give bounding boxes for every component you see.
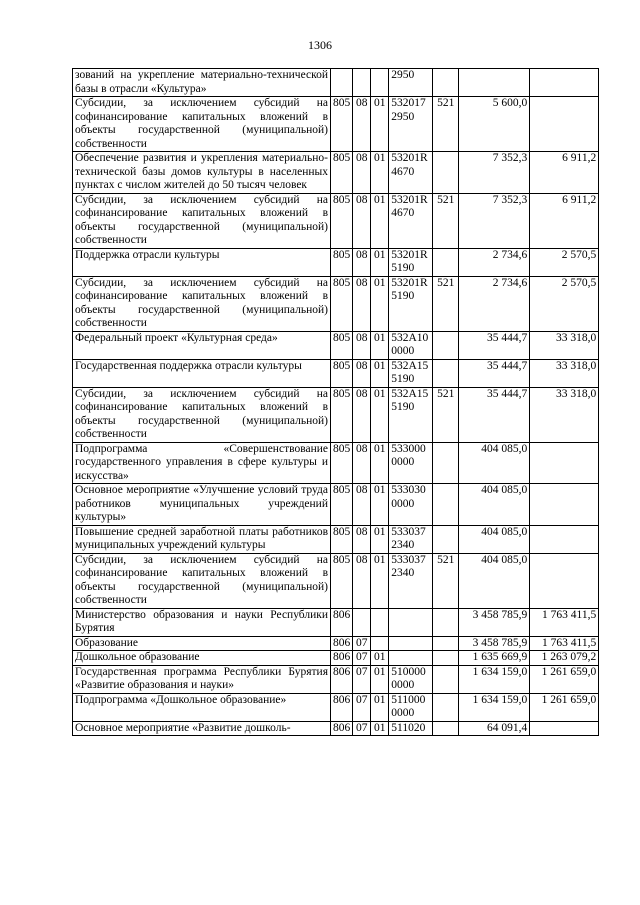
- table-row: [73, 69, 599, 97]
- amount-year-2-cell: 1 261 659,0: [530, 693, 599, 721]
- amount-year-2-cell: 6 911,2: [530, 193, 599, 248]
- target-article-line: 511000: [391, 693, 426, 706]
- subsection-code-cell: [371, 608, 389, 636]
- subsection-code-cell: 01: [371, 721, 389, 736]
- amount-year-2-cell: [530, 442, 599, 484]
- item-name-cell: Основное мероприятие «Улучшение условий труда работников муниципальных учреждений культуры»: [73, 484, 331, 526]
- amount-year-1-cell: 7 352,3: [459, 152, 530, 194]
- expense-type-cell: [433, 69, 459, 97]
- amount-year-2-cell: [530, 553, 599, 608]
- target-article-cell: [389, 387, 433, 442]
- target-article-cell: [389, 525, 433, 553]
- subsection-code-cell: 01: [371, 97, 389, 152]
- amount-year-1-cell: 2 734,6: [459, 276, 530, 331]
- section-code-cell: 08: [353, 442, 371, 484]
- ministry-code-cell: 805: [331, 387, 353, 442]
- item-name-cell: Дошкольное образование: [73, 651, 331, 666]
- ministry-code-cell: 805: [331, 442, 353, 484]
- amount-year-2-cell: 1 763 411,5: [530, 636, 599, 651]
- table-row: [73, 693, 599, 721]
- table-row: [73, 359, 599, 387]
- ministry-code-cell: 805: [331, 97, 353, 152]
- section-code-cell: 08: [353, 553, 371, 608]
- ministry-code-cell: 805: [331, 276, 353, 331]
- expense-type-cell: [433, 721, 459, 736]
- ministry-code-cell: 805: [331, 248, 353, 276]
- ministry-code-cell: 806: [331, 665, 353, 693]
- table-row: [73, 248, 599, 276]
- target-article-cell: [389, 721, 433, 736]
- expense-type-cell: [433, 152, 459, 194]
- target-article-line: 2340: [391, 567, 415, 579]
- target-article-line: 5190: [391, 262, 415, 274]
- table-row: [73, 442, 599, 484]
- target-article-line: 4670: [391, 165, 415, 178]
- subsection-code-cell: 01: [371, 331, 389, 359]
- target-article-cell: [389, 276, 433, 331]
- item-name-cell: Субсидии, за исключением субсидий на софинансирование капитальных вложений в объекты государственной (муниципальной) собственности: [73, 553, 331, 608]
- item-name-cell: Субсидии, за исключением субсидий на софинансирование капитальных вложений в объекты государственной (муниципальной) собственности: [73, 193, 331, 248]
- subsection-code-cell: 01: [371, 553, 389, 608]
- target-article-line: 2340: [391, 539, 415, 551]
- amount-year-1-cell: 3 458 785,9: [459, 608, 530, 636]
- subsection-code-cell: 01: [371, 248, 389, 276]
- amount-year-2-cell: 1 263 079,2: [530, 651, 599, 666]
- expense-type-cell: [433, 651, 459, 666]
- target-article-line: 532A10: [391, 331, 429, 344]
- item-name-cell: зований на укрепление материально-технической базы в отрасли «Культура»: [73, 69, 331, 97]
- subsection-code-cell: 01: [371, 693, 389, 721]
- table-row: [73, 97, 599, 152]
- subsection-code-cell: 01: [371, 484, 389, 526]
- target-article-line: 4670: [391, 207, 415, 219]
- amount-year-1-cell: 35 444,7: [459, 387, 530, 442]
- subsection-code-cell: 01: [371, 525, 389, 553]
- table-row: [73, 525, 599, 553]
- section-code-cell: 07: [353, 651, 371, 666]
- section-code-cell: 08: [353, 525, 371, 553]
- expense-type-cell: [433, 665, 459, 693]
- ministry-code-cell: 805: [331, 484, 353, 526]
- item-name-cell: Субсидии, за исключением субсидий на софинансирование капитальных вложений в объекты государственной (муниципальной) собственности: [73, 276, 331, 331]
- section-code-cell: 08: [353, 193, 371, 248]
- subsection-code-cell: 01: [371, 442, 389, 484]
- item-name-cell: Образование: [73, 636, 331, 651]
- amount-year-1-cell: 1 634 159,0: [459, 665, 530, 693]
- ministry-code-cell: 806: [331, 721, 353, 736]
- amount-year-1-cell: 1 634 159,0: [459, 693, 530, 721]
- expense-type-cell: 521: [433, 387, 459, 442]
- target-article-line: 53201R: [391, 248, 428, 261]
- amount-year-2-cell: [530, 97, 599, 152]
- amount-year-1-cell: 35 444,7: [459, 359, 530, 387]
- amount-year-1-cell: 404 085,0: [459, 484, 530, 526]
- amount-year-1-cell: 35 444,7: [459, 331, 530, 359]
- subsection-code-cell: 01: [371, 193, 389, 248]
- amount-year-1-cell: 7 352,3: [459, 193, 530, 248]
- table-row: [73, 553, 599, 608]
- amount-year-1-cell: 5 600,0: [459, 97, 530, 152]
- ministry-code-cell: 805: [331, 553, 353, 608]
- target-article-cell: [389, 608, 433, 636]
- expense-type-cell: 521: [433, 97, 459, 152]
- target-article-cell: [389, 693, 433, 721]
- target-article-line: 5190: [391, 290, 415, 302]
- target-article-cell: [389, 636, 433, 651]
- expense-type-cell: [433, 608, 459, 636]
- target-article-cell: [389, 651, 433, 666]
- target-article-line: 533030: [391, 484, 426, 496]
- target-article-cell: [389, 331, 433, 359]
- target-article-line: 510000: [391, 665, 426, 678]
- expense-type-cell: [433, 331, 459, 359]
- subsection-code-cell: [371, 636, 389, 651]
- target-article-cell: [389, 442, 433, 484]
- section-code-cell: [353, 608, 371, 636]
- ministry-code-cell: 805: [331, 331, 353, 359]
- target-article-line: 53201R: [391, 276, 428, 289]
- section-code-cell: 07: [353, 721, 371, 736]
- ministry-code-cell: 805: [331, 359, 353, 387]
- target-article-cell: [389, 193, 433, 248]
- amount-year-2-cell: 2 570,5: [530, 248, 599, 276]
- amount-year-1-cell: 404 085,0: [459, 442, 530, 484]
- ministry-code-cell: 805: [331, 525, 353, 553]
- item-name-cell: Поддержка отрасли культуры: [73, 248, 331, 276]
- amount-year-2-cell: [530, 484, 599, 526]
- ministry-code-cell: 806: [331, 693, 353, 721]
- amount-year-2-cell: 1 763 411,5: [530, 608, 599, 636]
- target-article-line: 533037: [391, 553, 426, 566]
- target-article-line: 532017: [391, 97, 426, 109]
- target-article-cell: [389, 248, 433, 276]
- subsection-code-cell: 01: [371, 276, 389, 331]
- target-article-line: 5190: [391, 373, 415, 385]
- table-row: [73, 721, 599, 736]
- table-row: [73, 331, 599, 359]
- expense-type-cell: [433, 636, 459, 651]
- item-name-cell: Субсидии, за исключением субсидий на софинансирование капитальных вложений в объекты государственной (муниципальной) собственности: [73, 97, 331, 152]
- ministry-code-cell: 805: [331, 152, 353, 194]
- amount-year-2-cell: 1 261 659,0: [530, 665, 599, 693]
- item-name-cell: Подпрограмма «Дошкольное образование»: [73, 693, 331, 721]
- amount-year-2-cell: 33 318,0: [530, 331, 599, 359]
- expense-type-cell: [433, 248, 459, 276]
- table-row: [73, 387, 599, 442]
- target-article-line: 0000: [391, 456, 415, 468]
- target-article-cell: [389, 359, 433, 387]
- expense-type-cell: [433, 442, 459, 484]
- ministry-code-cell: 806: [331, 636, 353, 651]
- amount-year-2-cell: 2 570,5: [530, 276, 599, 331]
- item-name-cell: Повышение средней заработной платы работников муниципальных учреждений культуры: [73, 525, 331, 553]
- item-name-cell: Обеспечение развития и укрепления материально-технической базы домов культуры в населенных пунктах с числом жителей до 50 тысяч человек: [73, 152, 331, 194]
- target-article-line: 0000: [391, 497, 415, 510]
- item-name-cell: Государственная поддержка отрасли культуры: [73, 359, 331, 387]
- amount-year-2-cell: [530, 721, 599, 736]
- section-code-cell: 08: [353, 97, 371, 152]
- section-code-cell: 08: [353, 152, 371, 194]
- table-row: [73, 651, 599, 666]
- budget-table: [72, 68, 599, 736]
- section-code-cell: 07: [353, 693, 371, 721]
- target-article-cell: [389, 484, 433, 526]
- item-name-cell: Подпрограмма «Совершенствование государственного управления в сфере культуры и искусства»: [73, 442, 331, 484]
- target-article-line: 53201R: [391, 152, 428, 164]
- table-row: [73, 152, 599, 194]
- amount-year-1-cell: 404 085,0: [459, 525, 530, 553]
- expense-type-cell: [433, 484, 459, 526]
- section-code-cell: 08: [353, 331, 371, 359]
- amount-year-1-cell: 2 734,6: [459, 248, 530, 276]
- expense-type-cell: [433, 359, 459, 387]
- target-article-line: 532A15: [391, 387, 429, 400]
- subsection-code-cell: [371, 69, 389, 97]
- target-article-line: 0000: [391, 707, 415, 719]
- amount-year-2-cell: 33 318,0: [530, 359, 599, 387]
- table-row: [73, 276, 599, 331]
- amount-year-1-cell: [459, 69, 530, 97]
- section-code-cell: 07: [353, 636, 371, 651]
- target-article-cell: [389, 152, 433, 194]
- page-number: 1306: [308, 38, 332, 52]
- ministry-code-cell: 805: [331, 193, 353, 248]
- amount-year-2-cell: [530, 69, 599, 97]
- subsection-code-cell: 01: [371, 152, 389, 194]
- expense-type-cell: [433, 525, 459, 553]
- target-article-line: 53201R: [391, 193, 428, 206]
- expense-type-cell: 521: [433, 193, 459, 248]
- subsection-code-cell: 01: [371, 387, 389, 442]
- section-code-cell: 08: [353, 276, 371, 331]
- subsection-code-cell: 01: [371, 665, 389, 693]
- section-code-cell: 08: [353, 248, 371, 276]
- target-article-line: 2950: [391, 69, 415, 81]
- amount-year-1-cell: 3 458 785,9: [459, 636, 530, 651]
- target-article-line: 533000: [391, 442, 426, 455]
- section-code-cell: [353, 69, 371, 97]
- amount-year-1-cell: 404 085,0: [459, 553, 530, 608]
- amount-year-1-cell: 1 635 669,9: [459, 651, 530, 666]
- section-code-cell: 08: [353, 387, 371, 442]
- target-article-line: 533037: [391, 525, 426, 538]
- target-article-cell: [389, 553, 433, 608]
- amount-year-2-cell: [530, 525, 599, 553]
- table-row: [73, 193, 599, 248]
- section-code-cell: 07: [353, 665, 371, 693]
- target-article-line: 5190: [391, 401, 415, 413]
- expense-type-cell: 521: [433, 276, 459, 331]
- expense-type-cell: 521: [433, 553, 459, 608]
- ministry-code-cell: 806: [331, 651, 353, 666]
- ministry-code-cell: 806: [331, 608, 353, 636]
- item-name-cell: Федеральный проект «Культурная среда»: [73, 331, 331, 359]
- table-row: [73, 636, 599, 651]
- target-article-cell: [389, 69, 433, 97]
- subsection-code-cell: 01: [371, 651, 389, 666]
- target-article-line: 532A15: [391, 359, 429, 372]
- amount-year-1-cell: 64 091,4: [459, 721, 530, 736]
- table-row: [73, 608, 599, 636]
- target-article-line: 511020: [391, 721, 426, 734]
- item-name-cell: Государственная программа Республики Бурятия «Развитие образования и науки»: [73, 665, 331, 693]
- target-article-line: 2950: [391, 110, 415, 123]
- target-article-line: 0000: [391, 679, 415, 691]
- table-row: [73, 484, 599, 526]
- item-name-cell: Министерство образования и науки Республики Бурятия: [73, 608, 331, 636]
- item-name-cell: Субсидии, за исключением субсидий на софинансирование капитальных вложений в объекты государственной (муниципальной) собственности: [73, 387, 331, 442]
- expense-type-cell: [433, 693, 459, 721]
- section-code-cell: 08: [353, 359, 371, 387]
- target-article-cell: [389, 97, 433, 152]
- table-row: [73, 665, 599, 693]
- amount-year-2-cell: 6 911,2: [530, 152, 599, 194]
- target-article-line: 0000: [391, 345, 415, 357]
- subsection-code-cell: 01: [371, 359, 389, 387]
- target-article-cell: [389, 665, 433, 693]
- section-code-cell: 08: [353, 484, 371, 526]
- amount-year-2-cell: 33 318,0: [530, 387, 599, 442]
- ministry-code-cell: [331, 69, 353, 97]
- item-name-cell: Основное мероприятие «Развитие дошколь-: [73, 721, 331, 736]
